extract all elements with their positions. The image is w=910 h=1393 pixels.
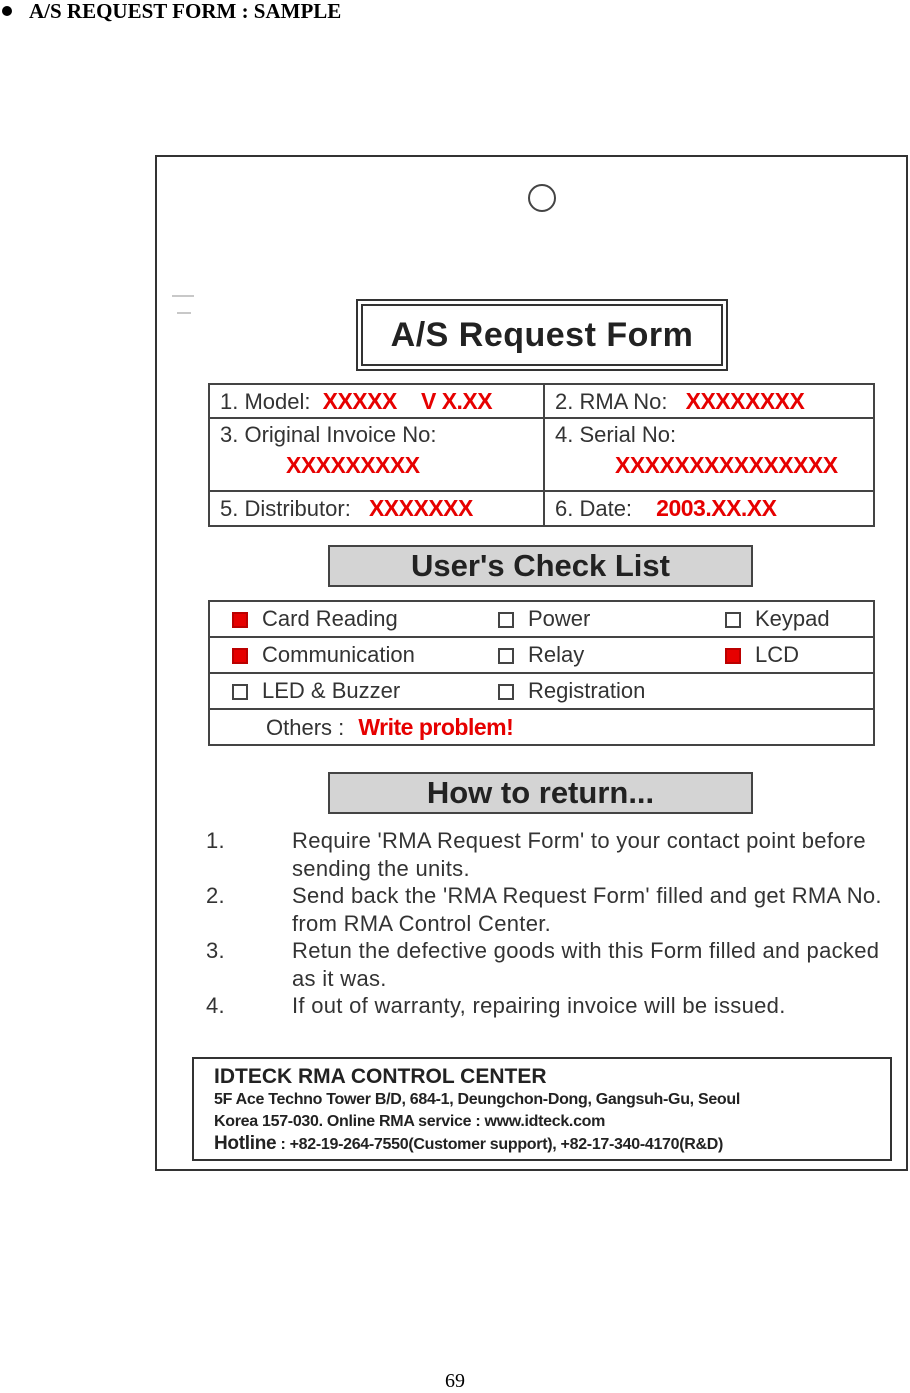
checkbox-icon[interactable] <box>498 648 514 664</box>
date-value: 2003.XX.XX <box>656 495 777 521</box>
heading-text: A/S REQUEST FORM : SAMPLE <box>29 0 342 23</box>
model-version: V X.XX <box>420 387 493 414</box>
page-number: 69 <box>445 1370 465 1392</box>
others-label: Others : <box>266 714 345 740</box>
checkbox-checked-icon[interactable] <box>725 648 741 664</box>
check-item-label: LCD <box>755 642 800 667</box>
others-value[interactable]: Write problem! <box>358 713 514 740</box>
return-steps <box>206 827 886 1020</box>
contact-hotline <box>214 1133 870 1156</box>
step-text: Retun the defective goods with this Form filled and packed as it was. <box>292 938 880 991</box>
step-text: Send back the 'RMA Request Form' filled and get RMA No. from RMA Control Center. <box>292 883 882 936</box>
hotline-label: Hotline <box>214 1133 277 1154</box>
model-label: 1. Model: <box>220 388 311 414</box>
serial-label: 4. Serial No: <box>555 422 677 447</box>
invoice-label: 3. Original Invoice No: <box>220 422 437 447</box>
distributor-label: 5. Distributor: <box>220 496 351 521</box>
model-cell <box>209 384 544 418</box>
checkbox-icon[interactable] <box>498 684 514 700</box>
checkbox-icon[interactable] <box>725 612 741 628</box>
model-value: XXXXX <box>322 387 397 414</box>
distributor-cell <box>209 491 544 526</box>
step-number: 3. <box>206 938 225 963</box>
check-item[interactable] <box>232 673 498 709</box>
rma-cell <box>544 384 874 418</box>
return-title: How to return... <box>328 772 753 814</box>
as-request-form-card <box>155 155 908 1171</box>
others-row <box>232 709 874 745</box>
checklist-title: User's Check List <box>328 545 753 587</box>
list-item <box>206 827 886 882</box>
step-text: If out of warranty, repairing invoice will be issued. <box>292 993 786 1018</box>
serial-value: XXXXXXXXXXXXXXX <box>615 452 838 478</box>
form-title: A/S Request Form <box>361 304 723 366</box>
check-item-label: Card Reading <box>262 606 398 631</box>
rma-value: XXXXXXXX <box>685 387 805 414</box>
contact-box <box>192 1057 892 1161</box>
list-item <box>206 937 886 992</box>
invoice-value: XXXXXXXXX <box>286 452 420 478</box>
check-item[interactable] <box>498 673 725 709</box>
scan-mark <box>172 295 194 297</box>
check-item[interactable] <box>725 637 874 673</box>
form-fields-table <box>208 383 875 527</box>
check-item-label: Communication <box>262 642 415 667</box>
checklist-table <box>208 600 875 746</box>
rma-label: 2. RMA No: <box>555 388 668 414</box>
check-item-label: Keypad <box>755 606 830 631</box>
step-number: 4. <box>206 993 225 1018</box>
form-title-frame <box>356 299 728 371</box>
contact-address: 5F Ace Techno Tower B/D, 684-1, Deungchon-Dong, Gangsuh-Gu, Seoul <box>214 1091 741 1108</box>
hotline-value: : +82-19-264-7550(Customer support), +82-17-340-4170(R&D) <box>276 1136 724 1153</box>
check-item[interactable] <box>232 601 498 637</box>
checkbox-icon[interactable] <box>232 684 248 700</box>
punch-hole-icon <box>528 184 556 212</box>
step-number: 2. <box>206 883 225 908</box>
distributor-value: XXXXXXX <box>368 495 473 521</box>
check-item[interactable] <box>725 601 874 637</box>
check-item-label: Registration <box>528 678 646 703</box>
list-item <box>206 992 886 1020</box>
contact-online: Korea 157-030. Online RMA service : www.idteck.com <box>214 1113 606 1130</box>
check-item[interactable] <box>498 601 725 637</box>
section-heading <box>2 0 341 26</box>
serial-cell <box>544 418 874 491</box>
bullet-icon <box>2 6 12 16</box>
checkbox-checked-icon[interactable] <box>232 612 248 628</box>
scan-mark <box>177 312 191 314</box>
step-number: 1. <box>206 828 225 853</box>
contact-title: IDTECK RMA CONTROL CENTER <box>214 1065 547 1088</box>
check-item[interactable] <box>232 637 498 673</box>
checkbox-icon[interactable] <box>498 612 514 628</box>
check-item[interactable] <box>498 637 725 673</box>
date-label: 6. Date: <box>555 496 633 521</box>
checkbox-checked-icon[interactable] <box>232 648 248 664</box>
step-text: Require 'RMA Request Form' to your contact point before sending the units. <box>292 828 866 881</box>
check-item-label: Power <box>528 606 591 631</box>
list-item <box>206 882 886 937</box>
date-cell <box>544 491 874 526</box>
invoice-cell <box>209 418 544 491</box>
check-item-label: Relay <box>528 642 585 667</box>
check-item-label: LED & Buzzer <box>262 678 401 703</box>
